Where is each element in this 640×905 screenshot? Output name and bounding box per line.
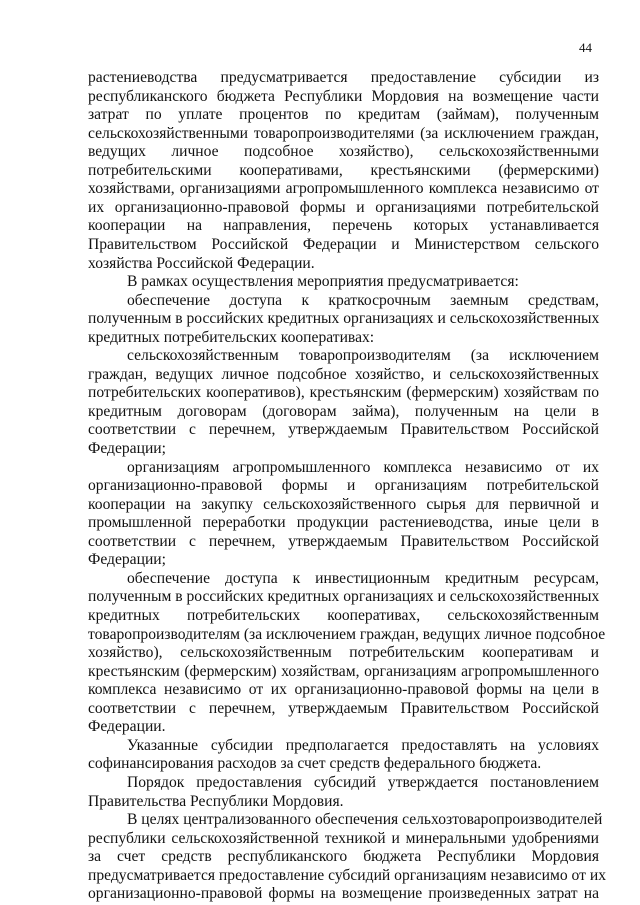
text-line: Федерации;	[88, 551, 166, 569]
text-line: организациям агропромышленного комплекса независимо от их	[127, 458, 599, 476]
text-line: хозяйство), сельскохозяйственным потребительским кооперативам и	[88, 644, 599, 662]
text-line: Федерации.	[88, 718, 166, 736]
text-line: кооперации на направления, перечень которых устанавливается	[88, 217, 599, 235]
text-line: кредитным договорам (договорам займа), полученным на цели в	[88, 402, 599, 420]
text-line: за счет средств республиканского бюджета Республики Мордовия	[88, 848, 599, 866]
page-number: 44	[579, 40, 592, 55]
text-line: потребительских кооперативов), крестьянским (фермерским) хозяйствам по	[88, 384, 599, 402]
text-line: сельскохозяйственными товаропроизводителями (за исключением граждан,	[88, 124, 599, 142]
text-line: республики сельскохозяйственной техникой и минеральными удобрениями	[88, 829, 599, 847]
text-line: товаропроизводителям (за исключением граждан, ведущих личное подсобное	[88, 625, 606, 643]
text-line: затрат по уплате процентов по кредитам (займам), полученным	[88, 106, 599, 124]
text-line: кредитных потребительских кооперативах:	[88, 328, 375, 346]
text-line: соответствии с перечнем, утверждаемым Правительством Российской	[88, 699, 599, 717]
text-line: потребительскими кооперативами, крестьянскими (фермерскими)	[88, 161, 599, 179]
text-line: хозяйства Российской Федерации.	[88, 254, 315, 272]
text-line: соответствии с перечнем, утверждаемым Правительством Российской	[88, 532, 599, 550]
text-line: граждан, ведущих личное подсобное хозяйство, и сельскохозяйственных	[88, 365, 599, 383]
text-line: их организационно-правовой формы и организациями потребительской	[88, 198, 599, 216]
text-line: Правительства Республики Мордовия.	[88, 792, 344, 810]
text-line: кредитных потребительских кооперативах, сельскохозяйственным	[88, 607, 599, 624]
text-line: Указанные субсидии предполагается предоставлять на условиях	[127, 736, 599, 754]
text-line: сельскохозяйственным товаропроизводителям (за исключением	[127, 347, 599, 365]
text-line: В целях централизованного обеспечения сельхозтоваропроизводителей	[127, 811, 603, 828]
text-line: В рамках осуществления мероприятия предусматривается:	[127, 273, 519, 291]
text-line: Федерации;	[88, 440, 166, 457]
text-line: полученным в российских кредитных организациях и сельскохозяйственных	[88, 310, 600, 328]
text-line: Правительством Российской Федерации и Министерством сельского	[88, 236, 599, 253]
text-line: обеспечение доступа к краткосрочным заемным средствам,	[127, 291, 599, 309]
text-line: хозяйствами, организациями агропромышленного комплекса независимо от	[88, 180, 599, 198]
text-line: комплекса независимо от их организационно-правовой формы на цели в	[88, 681, 599, 699]
text-line: софинансирования расходов за счет средств федерального бюджета.	[88, 755, 542, 773]
text-line: Порядок предоставления субсидий утверждается постановлением	[127, 773, 599, 791]
text-line: растениеводства предусматривается предоставление субсидии из	[88, 69, 599, 86]
text-line: кооперации на закупку сельскохозяйственного сырья для первичной и	[88, 495, 599, 513]
text-line: обеспечение доступа к инвестиционным кредитным ресурсам,	[127, 569, 599, 587]
text-line: промышленной переработки продукции растениеводства, иные цели в	[88, 514, 599, 532]
text-line: республиканского бюджета Республики Мордовия на возмещение части	[88, 87, 599, 105]
text-line: ведущих личное подсобное хозяйство), сельскохозяйственными	[88, 143, 599, 161]
text-line: крестьянским (фермерским) хозяйствам, организациям агропромышленного	[88, 662, 599, 680]
text-line: предусматривается предоставление субсидий организациям независимо от их	[88, 866, 606, 884]
text-line: организационно-правовой формы и организациям потребительской	[88, 477, 599, 495]
text-line: организационно-правовой формы на возмещение произведенных затрат на	[88, 885, 599, 903]
text-line: полученным в российских кредитных организациях и сельскохозяйственных	[88, 588, 600, 606]
text-line: соответствии с перечнем, утверждаемым Правительством Российской	[88, 421, 599, 439]
